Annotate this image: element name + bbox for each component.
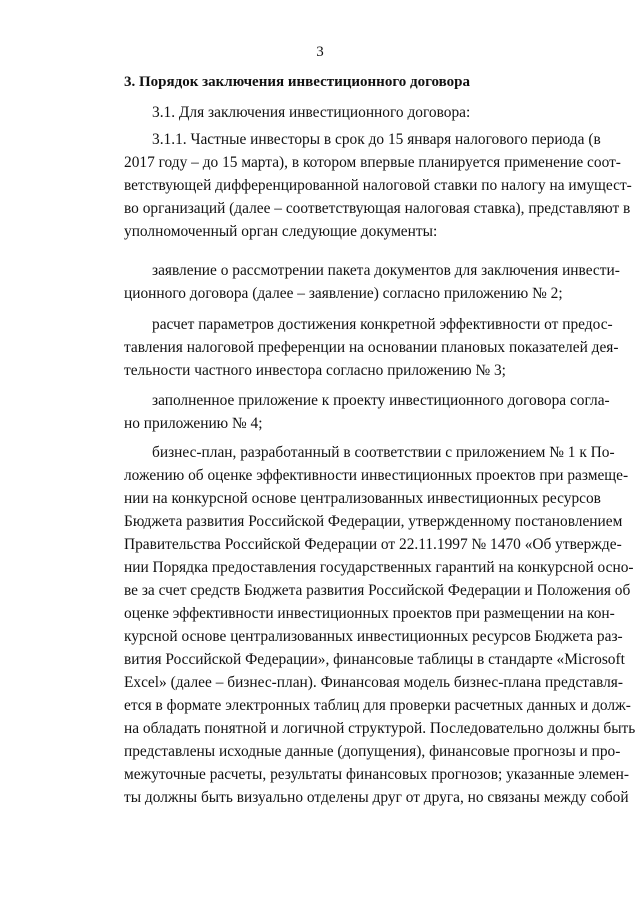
text-line: тавления налоговой преференции на основании плановых показателей дея- — [124, 339, 619, 356]
paragraph-raschet — [124, 313, 619, 382]
text-line: на обладать понятной и логичной структурой. Последовательно должны быть — [124, 720, 636, 737]
paragraph-3-1-1 — [124, 128, 632, 243]
paragraph-biznes-plan — [124, 441, 636, 809]
text-line: ветствующей дифференцированной налоговой ставки по налогу на имущест- — [124, 177, 632, 194]
text-line: ционного договора (далее – заявление) согласно приложению № 2; — [124, 285, 563, 302]
text-line: 2017 году – до 15 марта), в котором впервые планируется применение соот- — [124, 154, 621, 171]
text-line: 3.1. Для заключения инвестиционного договора: — [152, 104, 471, 121]
paragraph-zayavlenie — [124, 259, 620, 305]
text-line: нии Порядка предоставления государственных гарантий на конкурсной осно- — [124, 559, 634, 576]
text-line: бизнес-план, разработанный в соответствии с приложением № 1 к По- — [152, 444, 615, 461]
text-line: заполненное приложение к проекту инвестиционного договора согла- — [152, 392, 610, 409]
text-line: курсной основе централизованных инвестиционных ресурсов Бюджета раз- — [124, 628, 623, 645]
text-line: заявление о рассмотрении пакета документов для заключения инвести- — [152, 262, 620, 279]
text-line: расчет параметров достижения конкретной эффективности от предос- — [152, 316, 613, 333]
text-line: ве за счет средств Бюджета развития Российской Федерации и Положения об — [124, 582, 631, 599]
text-line: 3.1.1. Частные инвесторы в срок до 15 января налогового периода (в — [152, 131, 601, 148]
paragraph-3-1 — [152, 104, 470, 122]
section-heading: 3. Порядок заключения инвестиционного договора — [124, 74, 470, 90]
text-line: представлены исходные данные (допущения), финансовые прогнозы и про- — [124, 743, 621, 760]
text-line: Excel» (далее – бизнес-план). Финансовая модель бизнес-плана представля- — [124, 674, 623, 691]
text-line: ется в формате электронных таблиц для проверки расчетных данных и долж- — [124, 697, 631, 714]
paragraph-prilozhenie — [124, 389, 610, 435]
text-line: ты должны быть визуально отделены друг от друга, но связаны между собой — [124, 789, 629, 806]
text-line: оценке эффективности инвестиционных проектов при размещении на кон- — [124, 605, 615, 622]
text-line: ложению об оценке эффективности инвестиционных проектов при размеще- — [124, 467, 629, 484]
text-line: но приложению № 4; — [124, 415, 263, 432]
text-line: Правительства Российской Федерации от 22.11.1997 № 1470 «Об утвержде- — [124, 536, 622, 553]
text-line: Бюджета развития Российской Федерации, утвержденному постановлением — [124, 513, 623, 530]
text-line: во организаций (далее – соответствующая налоговая ставка), представляют в — [124, 200, 631, 217]
text-line: тельности частного инвестора согласно приложению № 3; — [124, 362, 506, 379]
page-number: 3 — [316, 44, 324, 60]
text-line: уполномоченный орган следующие документы: — [124, 223, 438, 240]
text-line: нии на конкурсной основе централизованных инвестиционных ресурсов — [124, 490, 601, 507]
text-line: вития Российской Федерации», финансовые таблицы в стандарте «Microsoft — [124, 651, 625, 668]
text-line: межуточные расчеты, результаты финансовых прогнозов; указанные элемен- — [124, 766, 630, 783]
